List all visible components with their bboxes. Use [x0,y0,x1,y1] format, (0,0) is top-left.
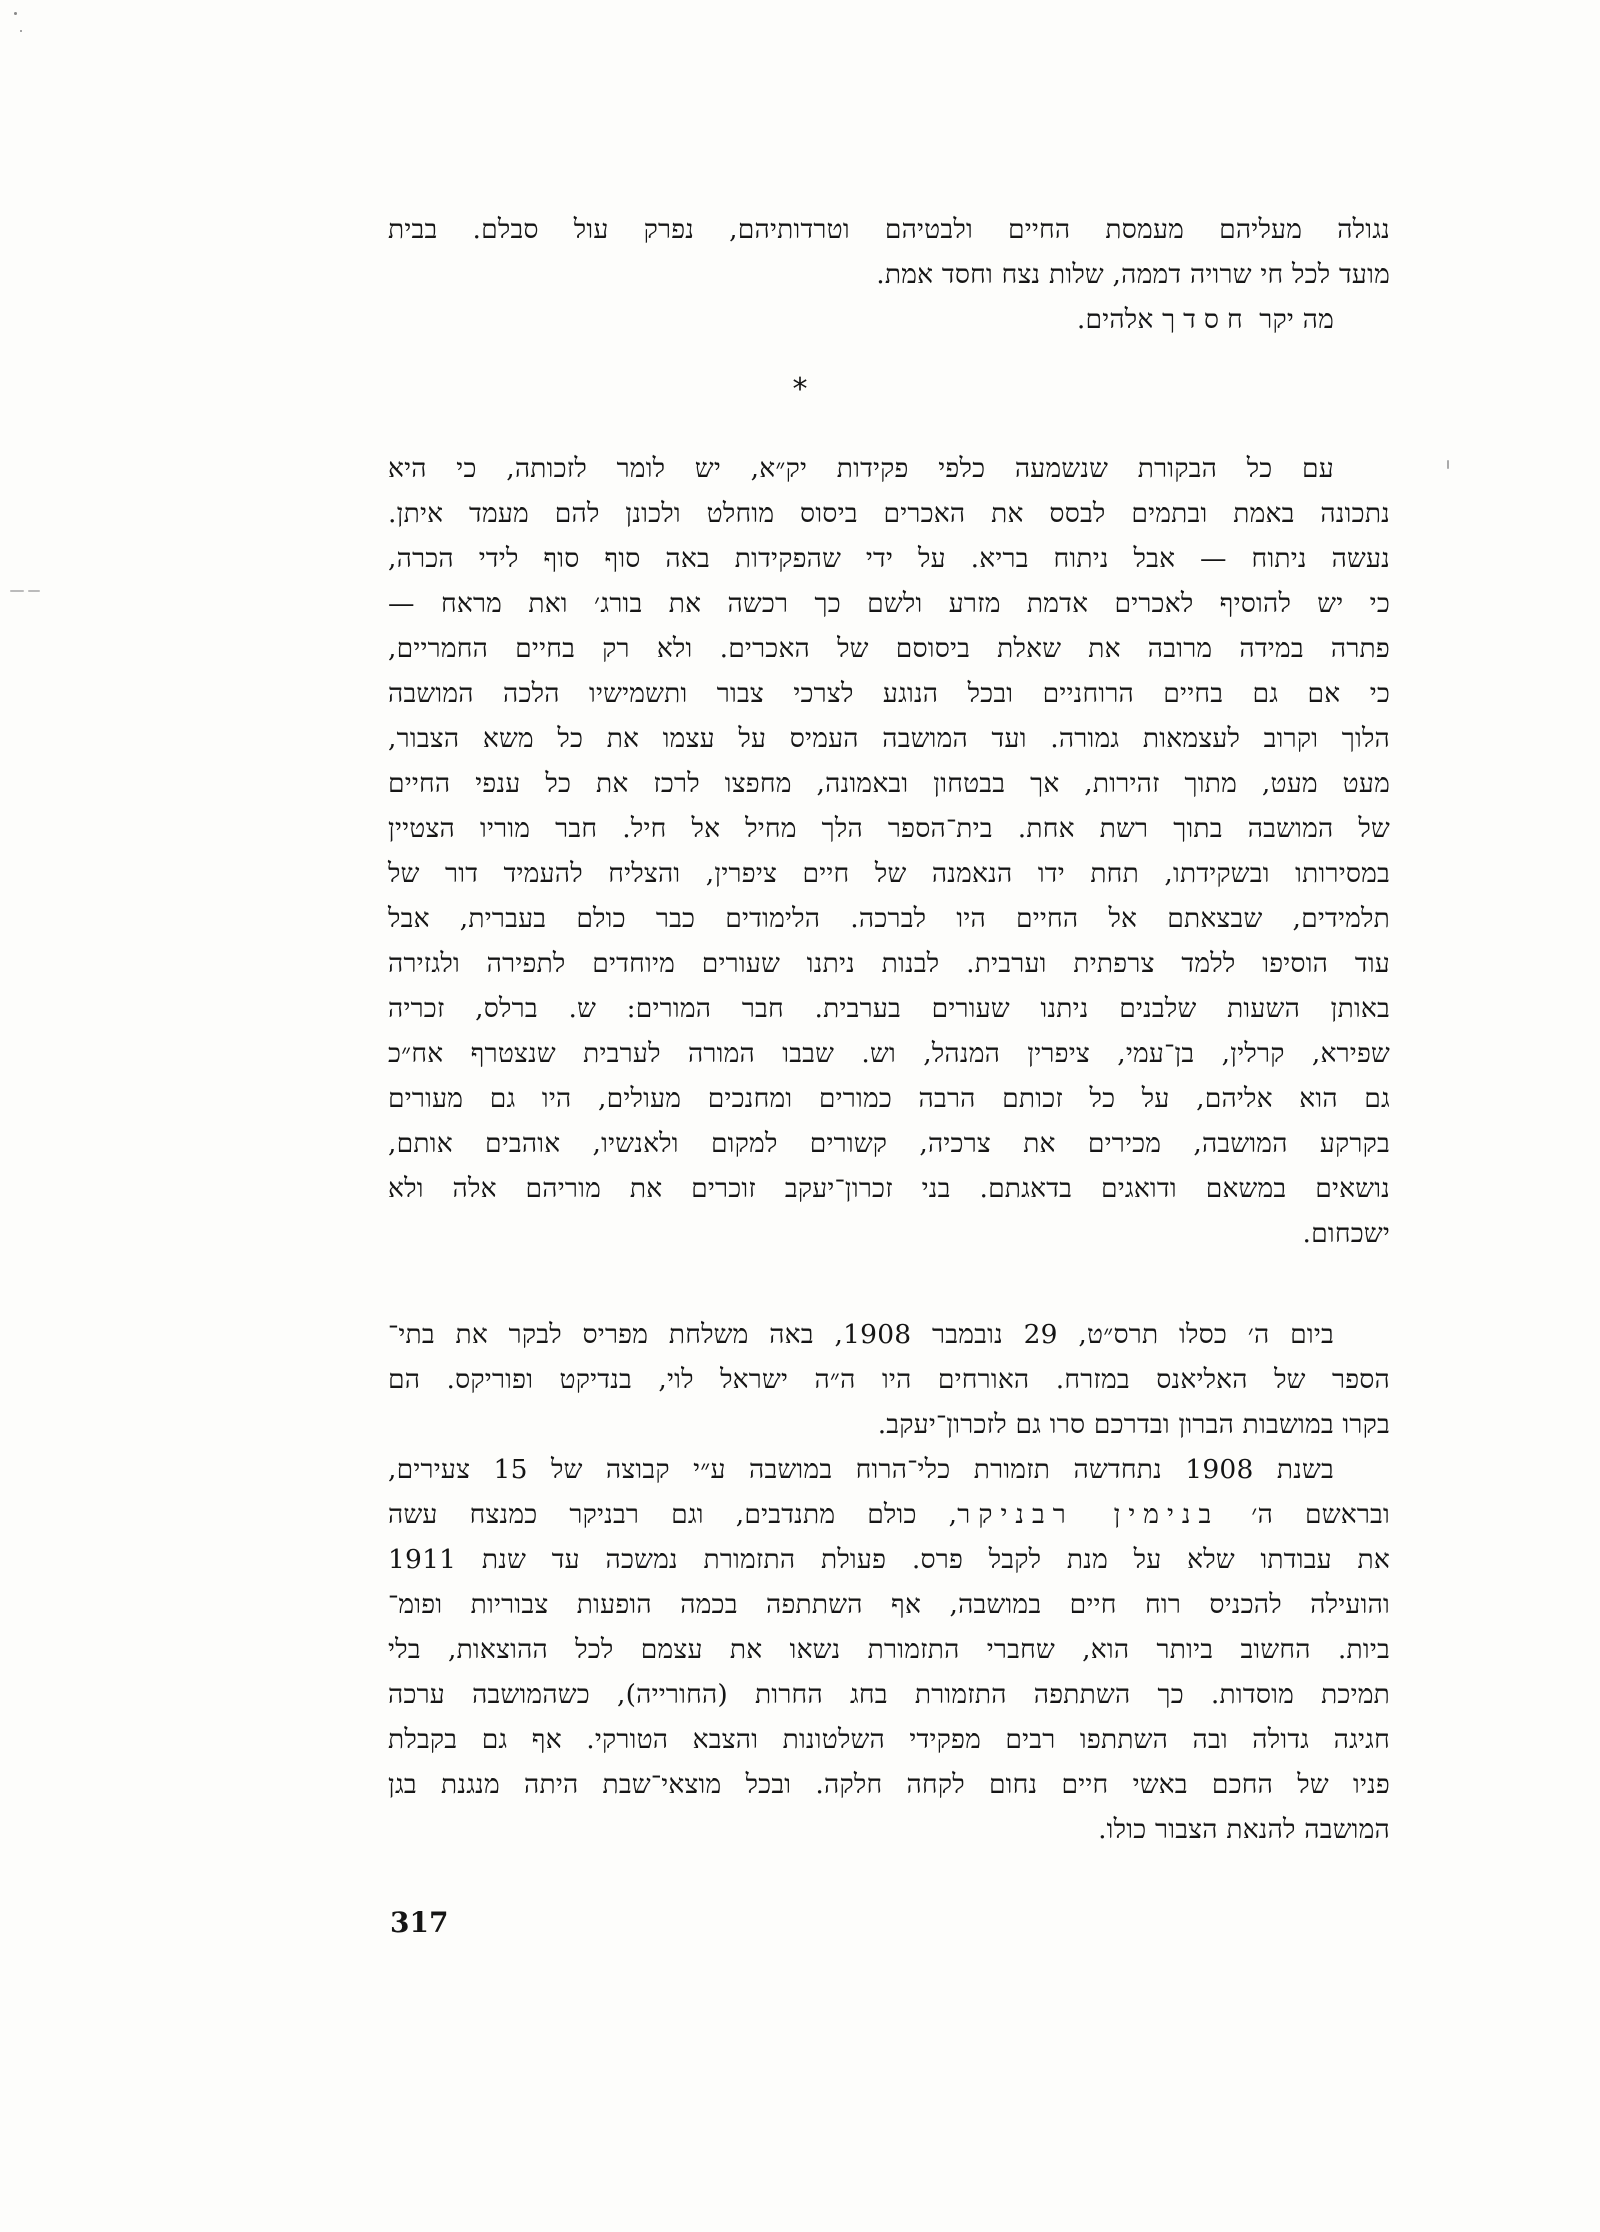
text-line: נעשה ניתוח — אבל ניתוח בריא. על ידי שהפקידות באה סוף סוף לידי הכרה, [388,543,1390,574]
scan-speck [10,590,24,592]
text-line: ביות. החשוב ביותר הוא, שחברי התזמורת נשאו את עצמם לכל ההוצאות, בלי [388,1634,1390,1665]
quote-line [388,297,1390,342]
text-line: נתכונה באמת ובתמים לבסס את האכרים ביסוס מוחלט ולכונן להם מעמד איתן. [388,498,1390,529]
text-line: ביום ה׳ כסלו תרס״ט, 29 נובמבר 1908, באה משלחת מפריס לבקר את בתי־ [388,1319,1335,1350]
text-line-with-spaced-name [388,1492,1390,1537]
text-line: באותן השעות שלבנים ניתנו שעורים בערבית. חבר המורים: ש. ברלס, זכריה [388,993,1390,1024]
text-line: תלמידים, שבצאתם אל החיים היו לברכה. הלימודים כבר כולם בעברית, אבל [388,903,1390,934]
text-line: שפירא, קרלין, בן־עמי, ציפרין המנהל, וש. שבבו המורה לערבית שנצטרף אח״כ [388,1038,1390,1069]
scan-speck [14,12,17,15]
text-line: עם כל הבקורת שנשמעה כלפי פקידות יק״א, יש לומר לזכותה, כי היא [388,453,1334,484]
text-line: את עבודתו שלא על מנת לקבל פרס. פעולת התזמורת נמשכה עד שנת 1911 [388,1544,1390,1575]
text-line: כי אם גם בחיים הרוחניים ובכל הנוגע לצרכי צבור ותשמישיו הלכה המושבה [388,678,1390,709]
line-suffix: , כולם מתנדבים, וגם רבניקר כמנצח עשה [388,1499,958,1530]
text-line: בקרו במושבות הברון ובדרכם סרו גם לזכרון־יעקב. [877,1409,1390,1440]
section-separator: * [792,372,808,407]
text-line: תמיכת מוסדות. כך השתתפה התזמורת בחג החרות (החורייה), כשהמושבה ערכה [388,1679,1390,1710]
text-line: והועילה להכניס רוח חיים במושבה, אף השתתפה בכמה הופעות צבוריות ופומ־ [388,1589,1390,1620]
text-line: הלוך וקרוב לעצמאות גמורה. ועד המושבה העמיס על עצמו את כל משא הצבור, [388,723,1390,754]
text-line: חגיגה גדולה ובה השתתפו רבים מפקידי השלטונות והצבא הטורקי. אף גם בקבלת [388,1724,1390,1755]
text-line: מועד לכל חי שרויה דממה, שלות נצח וחסד אמת. [876,259,1390,290]
text-line: בשנת 1908 נתחדשה תזמורת כלי־הרוח במושבה ע״י קבוצה של 15 צעירים, [388,1454,1334,1485]
spaced-name: בנימין רבניקר [957,1499,1220,1530]
text-line: כי יש להוסיף לאכרים אדמת מזרע ולשם כך רכשה את בורג׳ ואת מראח — [388,588,1390,619]
text-line: פתרה במידה מרובה את שאלת ביסוסם של האכרים. ולא רק בחיים החמריים, [388,633,1390,664]
paragraph-1 [388,446,1390,1256]
paragraph-3 [388,1447,1390,1852]
text-line: גם הוא אליהם, על כל זכותם הרבה כמורים ומחנכים מעולים, היו גם מעורים [388,1083,1390,1114]
text-line: הספר של האליאנס במזרח. האורחים היו ה״ה ישראל לוי, בנדיקט ופוריקס. הם [388,1364,1390,1395]
scan-speck [28,590,40,592]
scan-speck [1447,460,1449,469]
text-line: המושבה להנאת הצבור כולו. [1098,1814,1390,1845]
paragraph-2 [388,1312,1390,1447]
opening-passage [388,207,1390,342]
text-line: ישכחום. [1302,1218,1390,1249]
page-number: 317 [390,1906,449,1939]
text-line: של המושבה בתוך רשת אחת. בית־הספר הלך מחיל אל חיל. חבר מוריו הצטיין [388,813,1390,844]
quote-suffix: אלהים. [1076,304,1163,335]
text-line: נגולה מעליהם מעמסת החיים ולבטיהם וטרדותיהם, נפרק עול סבלם. בבית [388,214,1390,245]
text-line: במסירותו ובשקידתו, תחת ידו הנאמנה של חיים ציפרין, והצליח להעמיד דור של [388,858,1390,889]
text-line: פניו של החכם באשי חיים נחום לקחה חלקה. ובכל מוצאי־שבת היתה מנגנת בגן [388,1769,1390,1800]
text-line: נושאים במשאם ודואגים בדאגתם. בני זכרון־יעקב זוכרים את מוריהם אלה ולא [388,1173,1390,1204]
text-line: בקרקע המושבה, מכירים את צרכיה, קשורים למקום ולאנשיו, אוהבים אותם, [388,1128,1390,1159]
text-line: עוד הוסיפו ללמד צרפתית וערבית. לבנות ניתנו שעורים מיוחדים לתפירה ולגזירה [388,948,1390,979]
scan-speck [20,30,22,32]
quote-prefix: מה יקר [1250,304,1334,335]
quote-spaced-word: חסדך [1162,304,1251,335]
text-line: מעט מעט, מתוך זהירות, אך בבטחון ובאמונה, מחפצו לרכז את כל ענפי החיים [388,768,1390,799]
line-prefix: ובראשם ה׳ [1219,1499,1390,1530]
